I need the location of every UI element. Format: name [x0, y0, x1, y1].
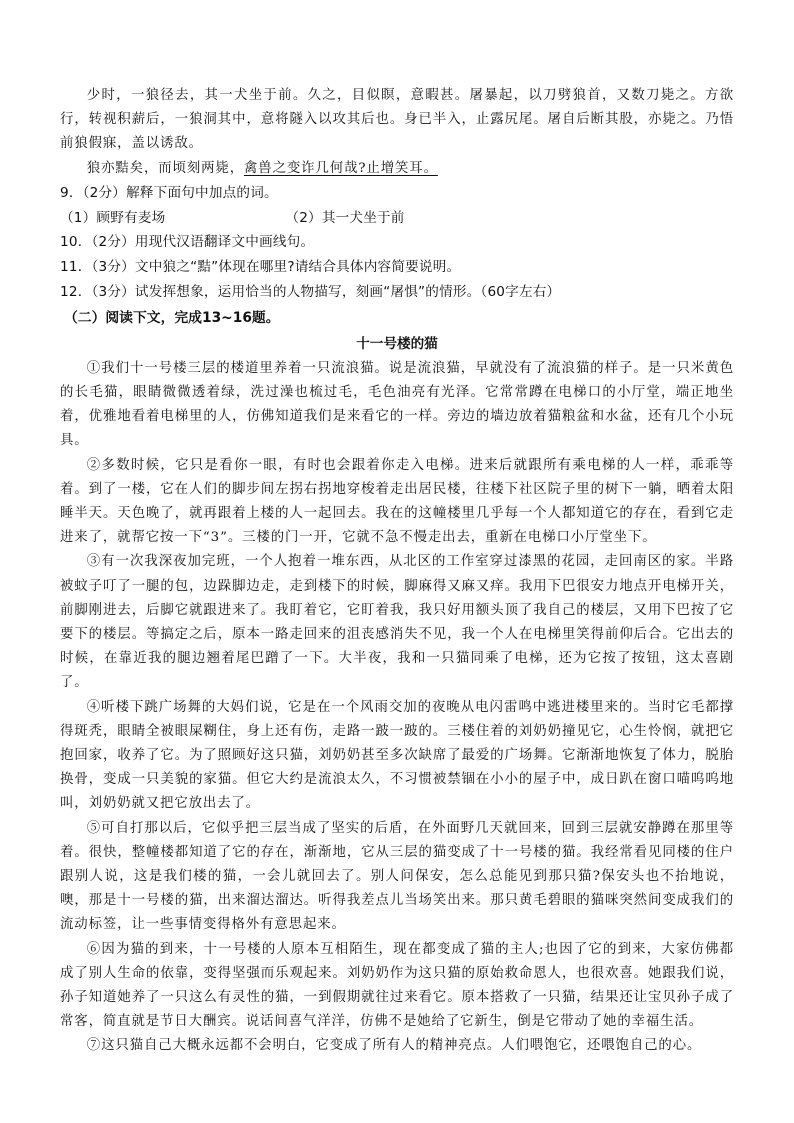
story-paragraph: ①我们十一号楼三层的楼道里养着一只流浪猫。说是流浪猫，早就没有了流浪猫的样子。是一只米黄色的长毛猫，眼睛微微透着绿，洗过澡也梳过毛，毛色油亮有光泽。它常常蹲在电梯口的小厅堂，端正地坐着，优雅地看着电梯里的人，仿佛知道我们是来看它的一样。旁边的墙边放着猫粮盆和水盆，还有几个小玩具。 [60, 360, 734, 449]
section-heading: （二）阅读下文，完成13~16题。 [64, 309, 280, 326]
question-12: 12．（3分）试发挥想象，运用恰当的人物描写，刻画“屠惧”的情形。（60字左右） [60, 284, 561, 300]
question-11: 11．（3分）文中狼之“黠”体现在哪里?请结合具体内容简要说明。 [60, 259, 461, 276]
question-9-item-2: （2）其一犬坐于前 [285, 209, 405, 226]
story-paragraph: ⑦这只猫自己大概永远都不会明白，它变成了所有人的精神亮点。人们喂饱它，还喂饱自己的心。 [86, 1038, 702, 1054]
story-paragraph: ④听楼下跳广场舞的大妈们说，它是在一个风雨交加的夜晚从电闪雷鸣中逃进楼里来的。当时它毛都撑得斑秃，眼睛全被眼屎糊住，身上还有伤，走路一跛一跛的。三楼住着的刘奶奶撞见它，心生怜悯，就把它抱回家，收养了它。为了照顾好这只猫，刘奶奶甚至多次缺席了最爱的广场舞。它渐渐地恢复了体力，脱胎换骨，变成一只美貌的家猫。但它大约是流浪太久，不习惯被禁锢在小小的屋子中，成日趴在窗口喵呜呜地叫，刘奶奶就又把它放出去了。 [60, 699, 734, 812]
question-10: 10．（2分）用现代汉语翻译文中画线句。 [60, 234, 315, 251]
passage-paragraph-1: 少时，一狼径去，其一犬坐于前。久之，目似瞑，意暇甚。屠暴起，以刀劈狼首，又数刀毙之。方欲行，转视积薪后，一狼洞其中，意将隧入以攻其后也。身已半入，止露尻尾。屠自后断其股，亦毙之。乃悟前狼假寐，盖以诱敌。 [60, 88, 734, 152]
story-paragraph: ②多数时候，它只是看你一眼，有时也会跟着你走入电梯。进来后就跟所有乘电梯的人一样，乖乖等着。到了一楼，它在人们的脚步间左拐右拐地穿梭着走出居民楼，往楼下社区院子里的树下一躺，晒着太阳睡半天。天色晚了，就再跟着上楼的人一起回去。我在的这幢楼里几乎每一个人都知道它的存在，看到它走进来了，就帮它按一下“3”。三楼的门一开，它就不急不慢走出去，重新在电梯口小厅堂坐下。 [60, 457, 734, 546]
story-paragraph: ③有一次我深夜加完班，一个人抱着一堆东西，从北区的工作室穿过漆黑的花园，走回南区的家。半路被蚊子叮了一腿的包，边跺脚边走，走到楼下的时候，脚麻得又麻又痒。我用下巴很安力地点开电梯开关，前脚刚进去，后脚它就跟进来了。我盯着它，它盯着我，我只好用额头顶了我自己的楼层，又用下巴按了它要下的楼层。等搞定之后，原本一路走回来的沮丧感消失不见，我一个人在电梯里笑得前仰后合。它出去的时候，在靠近我的腿边翘着尾巴蹭了一下。大半夜，我和一只猫同乘了电梯，还为它按了按钮，这太喜剧了。 [60, 554, 734, 691]
passage-paragraph-2 [60, 157, 734, 181]
underlined-sentence: 禽兽之变诈几何哉?止增笑耳。 [244, 160, 438, 176]
story-paragraph: ⑤可自打那以后，它似乎把三层当成了坚实的后盾，在外面野几天就回来，回到三层就安静蹲在那里等着。很快，整幢楼都知道了它的存在，渐渐地，它从三层的猫变成了十一号楼的猫。我经常看见同楼的住户跟别人说，这是我们楼的猫，一会儿就回去了。别人问保安，怎么总能见到那只猫?保安头也不抬地说，噢，那是十一号楼的猫，出来溜达溜达。听得我差点儿当场笑出来。那只黄毛碧眼的猫咪突然间变成我们的流动标签，让一些事情变得格外有意思起来。 [60, 820, 734, 933]
question-9-items [60, 206, 734, 231]
story-title: 十一号楼的猫 [356, 335, 438, 352]
exam-page [60, 84, 734, 1059]
passage-paragraph-2-lead: 狼亦黠矣，而顷刻两毙， [86, 160, 244, 176]
story-paragraph: ⑥因为猫的到来，十一号楼的人原本互相陌生，现在都变成了猫的主人;也因了它的到来，大家仿佛都成了别人生命的依靠，变得坚强而乐观起来。刘奶奶作为这只猫的原始救命恩人，也很欢喜。她跟我们说，孙子知道她养了一只这么有灵性的猫，一到假期就往过来看它。原本搭救了一只猫，结果还让宝贝孙子成了常客，简直就是节日大酬宾。说话间喜气洋洋，仿佛不是她给了它新生，倒是它带动了她的幸福生活。 [60, 941, 734, 1030]
question-9: 9．（2分）解释下面句中加点的词。 [60, 184, 278, 201]
question-9-item-1: （1）顾野有麦场 [60, 209, 166, 226]
